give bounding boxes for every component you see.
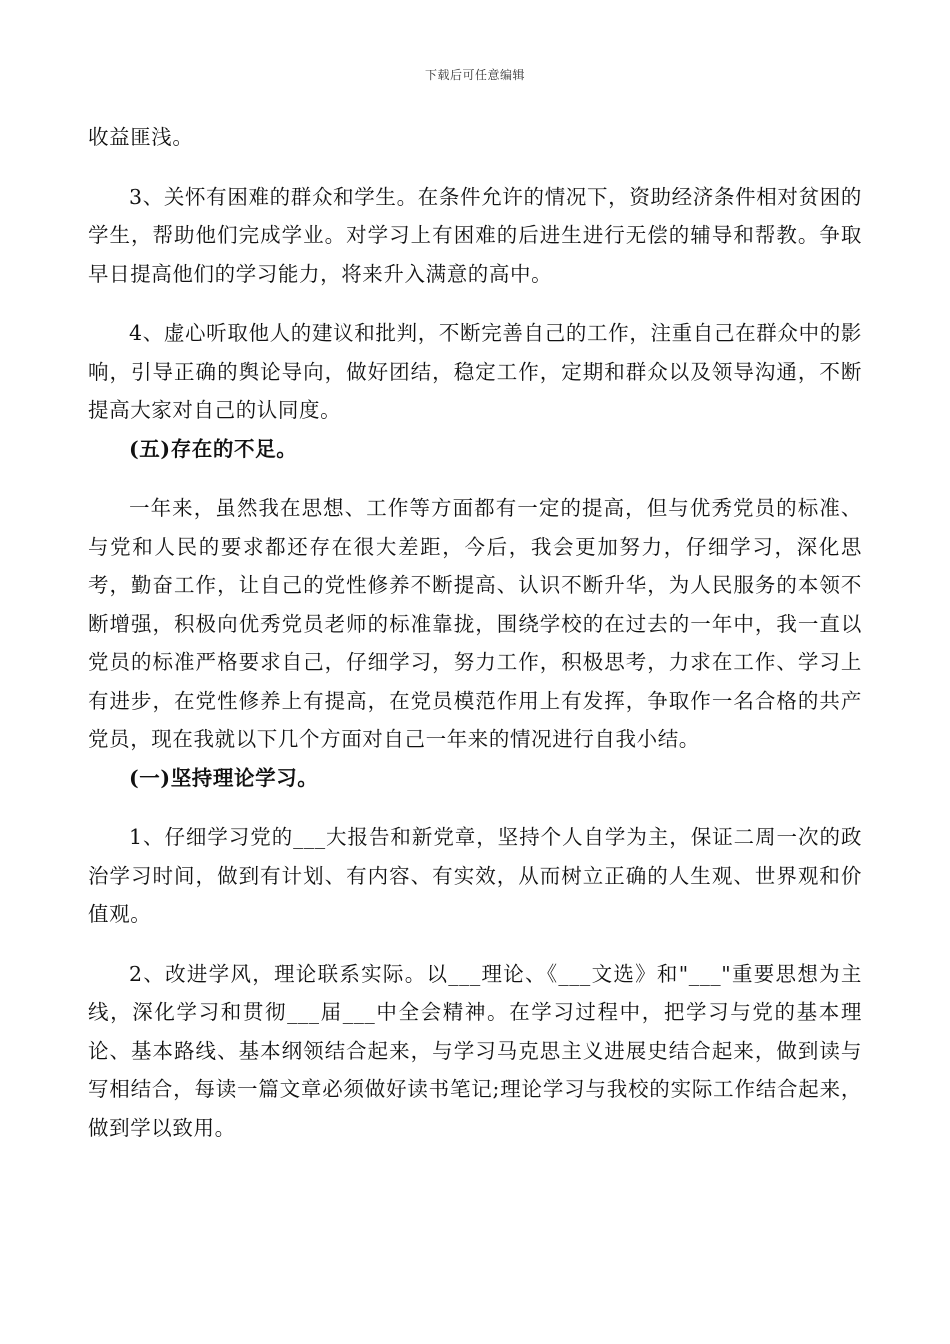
paragraph-item-3: 3、关怀有困难的群众和学生。在条件允许的情况下，资助经济条件相对贫困的学生，帮助他们完成学业。对学习上有困难的后进生进行无偿的辅导和帮教。争取早日提高他们的学习能力，将来升入满意的高中。 xyxy=(88,184,862,286)
paragraph-item-4: 4、虚心听取他人的建议和批判，不断完善自己的工作，注重自己在群众中的影响，引导正确的舆论导向，做好团结，稳定工作，定期和群众以及领导沟通，不断提高大家对自己的认同度。 xyxy=(88,321,862,422)
paragraph-continuation: 收益匪浅。 xyxy=(88,125,194,149)
paragraph-study-item-1: 1、仔细学习党的___大报告和新党章，坚持个人自学为主，保证二周一次的政治学习时间，做到有计划、有内容、有实效，从而树立正确的人生观、世界观和价值观。 xyxy=(88,825,862,926)
document-body xyxy=(88,118,862,1147)
section-heading-theory-study: (一)坚持理论学习。 xyxy=(129,765,319,790)
section-heading-shortcomings: (五)存在的不足。 xyxy=(129,436,298,461)
page-header: 下载后可任意编辑 xyxy=(424,68,525,82)
paragraph-summary: 一年来，虽然我在思想、工作等方面都有一定的提高，但与优秀党员的标准、与党和人民的要求都还存在很大差距，今后，我会更加努力，仔细学习，深化思考，勤奋工作，让自己的党性修养不断提高、认识不断升华，为人民服务的本领不断增强，积极向优秀党员老师的标准靠拢，围绕学校的在过去的一年中，我一直以党员的标准严格要求自己，仔细学习，努力工作，积极思考，力求在工作、学习上有进步，在党性修养上有提高，在党员模范作用上有发挥，争取作一名合格的共产党员，现在我就以下几个方面对自己一年来的情况进行自我小结。 xyxy=(88,496,862,751)
paragraph-study-item-2: 2、改进学风，理论联系实际。以___理论、《___文选》和"___"重要思想为主线，深化学习和贯彻___届___中全会精神。在学习过程中，把学习与党的基本理论、基本路线、基本纲领结合起来，与学习马克思主义进展史结合起来，做到读与写相结合，每读一篇文章必须做好读书笔记;理论学习与我校的实际工作结合起来，做到学以致用。 xyxy=(88,961,862,1140)
